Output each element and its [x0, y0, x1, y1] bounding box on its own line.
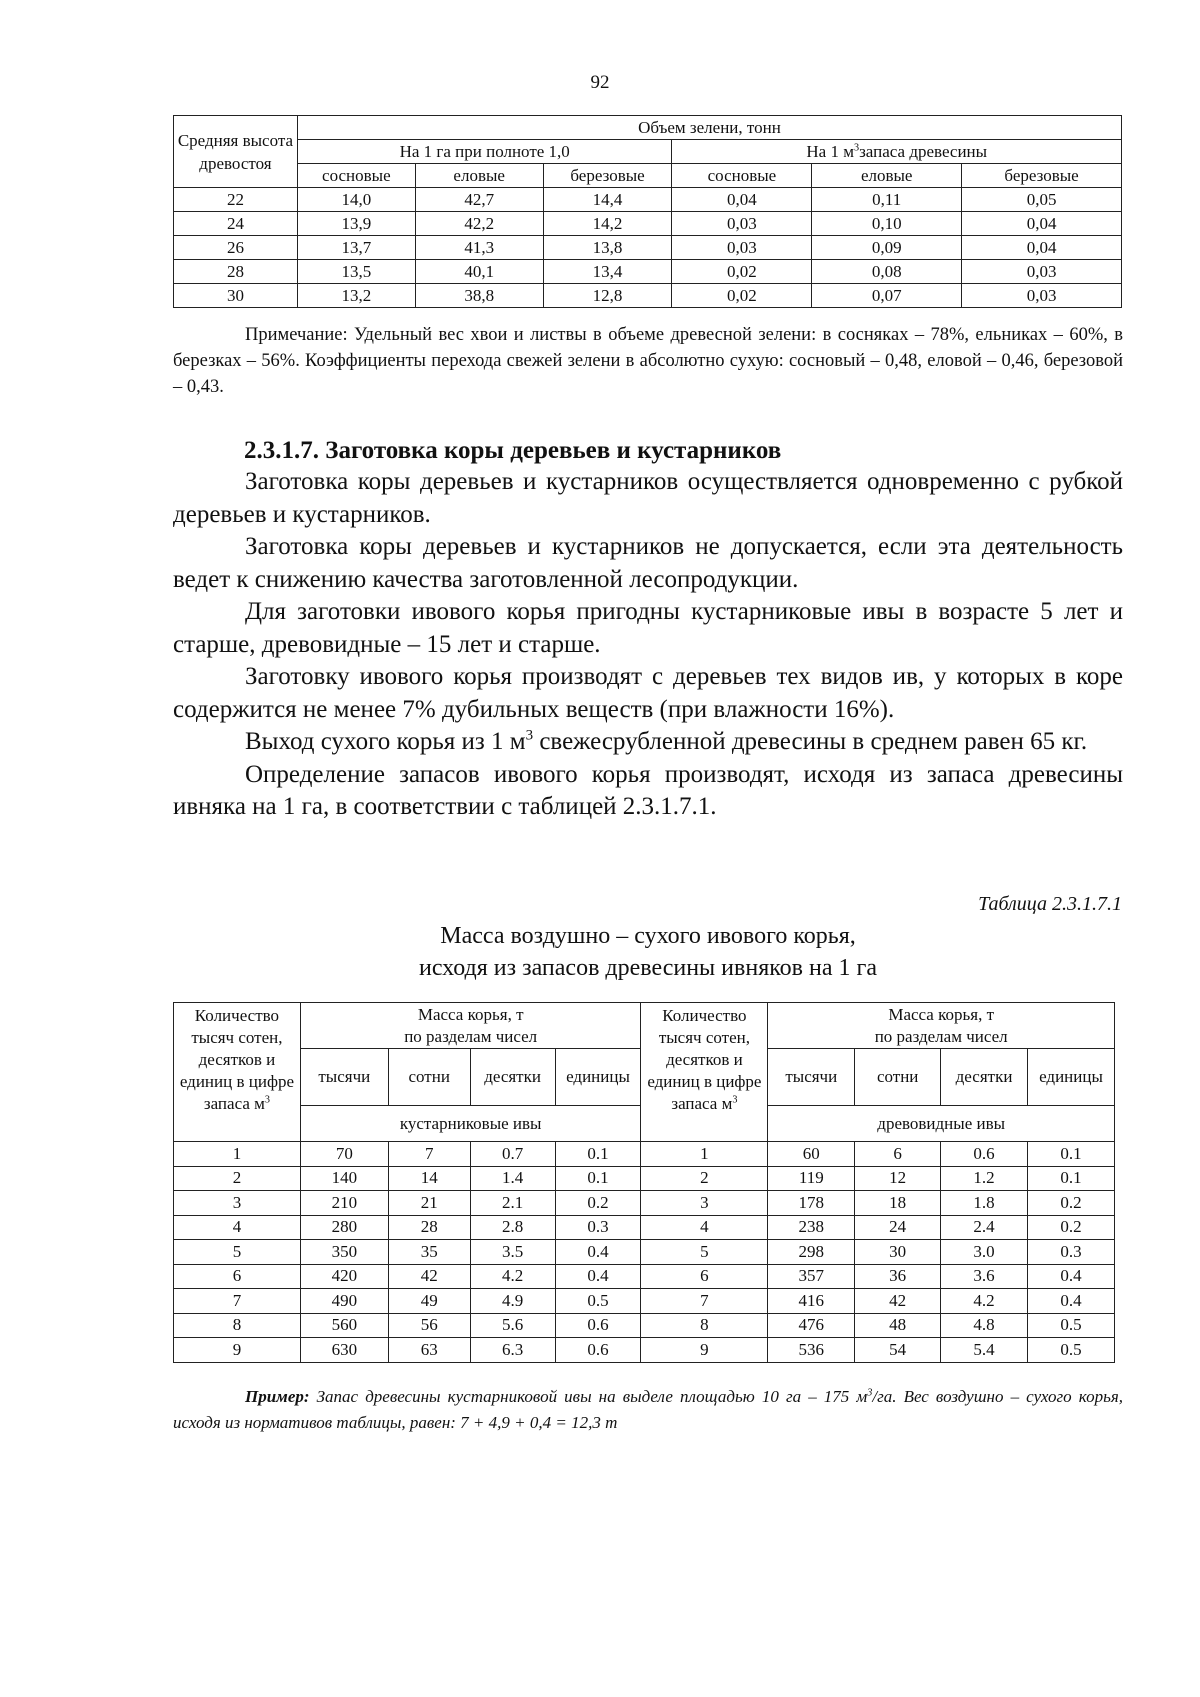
- table-cell: 6: [855, 1142, 941, 1167]
- table-cell: 210: [300, 1191, 388, 1216]
- table-cell: 63: [388, 1338, 470, 1363]
- table-cell: 12,8: [543, 284, 672, 308]
- table-cell: 12: [855, 1166, 941, 1191]
- table-cell: 4.2: [470, 1264, 555, 1289]
- table-cell: 630: [300, 1338, 388, 1363]
- t1-body: [174, 188, 1122, 308]
- table-cell: 9: [174, 1338, 301, 1363]
- table-cell: 49: [388, 1289, 470, 1314]
- table-cell: 21: [388, 1191, 470, 1216]
- table-cell: 7: [641, 1289, 768, 1314]
- t2-stub-header-right: Количество тысяч сотен, десятков и единиц в цифре запаса $м^3$: [641, 1003, 768, 1142]
- table-cell: 1: [641, 1142, 768, 1167]
- table-cell: 8: [174, 1313, 301, 1338]
- table-cell: 420: [300, 1264, 388, 1289]
- table-cell: 0.2: [555, 1191, 641, 1216]
- table-cell: 1.2: [941, 1166, 1028, 1191]
- table-cell: 0,05: [962, 188, 1122, 212]
- t1-subgroup-m3: На 1 $м^3запаса$ древесины: [672, 140, 1122, 164]
- table-row: [174, 260, 1122, 284]
- table-cell: 13,8: [543, 236, 672, 260]
- willow-bark-table: [173, 1002, 1115, 1363]
- table-cell: 1.4: [470, 1166, 555, 1191]
- table-cell: 4.2: [941, 1289, 1028, 1314]
- table-cell: 4.8: [941, 1313, 1028, 1338]
- table-cell: 0.2: [1028, 1191, 1115, 1216]
- table-row: [174, 1264, 1115, 1289]
- t2-col-tens: десятки: [470, 1049, 555, 1106]
- table-cell: 560: [300, 1313, 388, 1338]
- table-cell: 28: [174, 260, 298, 284]
- table-cell: 7: [174, 1289, 301, 1314]
- table-cell: 298: [768, 1240, 855, 1265]
- table-cell: 0,10: [812, 212, 962, 236]
- t1-subgroup-ha: На 1 га при полноте 1,0: [297, 140, 672, 164]
- table-cell: 56: [388, 1313, 470, 1338]
- paragraph-6: Определение запасов ивового корья производят, исходя из запаса древесины ивняка на 1 га, в соответствии с таблицей 2.3.1.7.1.: [173, 760, 1123, 820]
- table-cell: 490: [300, 1289, 388, 1314]
- table-cell: 0.4: [555, 1240, 641, 1265]
- table-row: [174, 284, 1122, 308]
- table-cell: 14,4: [543, 188, 672, 212]
- table-cell: 0.6: [941, 1142, 1028, 1167]
- table-cell: 0,08: [812, 260, 962, 284]
- table-cell: 42,7: [415, 188, 543, 212]
- table-cell: 0.4: [1028, 1289, 1115, 1314]
- example-note: Пример: Запас древесины кустарниковой ивы на выделе площадью 10 га – 175 $м^3/га$. Вес воздушно – сухого корья, исходя из нормативов таблицы, равен: 7 + 4,9 + 0,4 = 12,3 т: [173, 1387, 1123, 1432]
- table-cell: 0.1: [1028, 1142, 1115, 1167]
- t1-species-header: сосновые: [297, 164, 415, 188]
- table-cell: 357: [768, 1264, 855, 1289]
- t2-mass-header-left: Масса корья, т по разделам чисел: [300, 1003, 641, 1049]
- table-row: [174, 1240, 1115, 1265]
- paragraph-4: Заготовку ивового корья производят с деревьев тех видов ив, у которых в коре содержится не менее 7% дубильных веществ (при влажности 16%).: [173, 663, 1123, 723]
- table-cell: 0.4: [1028, 1264, 1115, 1289]
- table-cell: 0.6: [555, 1313, 641, 1338]
- table-cell: 416: [768, 1289, 855, 1314]
- table-cell: 13,5: [297, 260, 415, 284]
- table-cell: 70: [300, 1142, 388, 1167]
- t2-col-hundreds: сотни: [388, 1049, 470, 1106]
- table-cell: 0,03: [962, 284, 1122, 308]
- table-cell: 2: [174, 1166, 301, 1191]
- table-cell: 0.6: [555, 1338, 641, 1363]
- table-label: Таблица 2.3.1.7.1: [978, 893, 1122, 915]
- table-cell: 2: [641, 1166, 768, 1191]
- table-cell: 14: [388, 1166, 470, 1191]
- table-cell: 3.0: [941, 1240, 1028, 1265]
- table-row: [174, 1289, 1115, 1314]
- table-cell: 40,1: [415, 260, 543, 284]
- table-cell: 9: [641, 1338, 768, 1363]
- table-cell: 2.4: [941, 1215, 1028, 1240]
- body-text: [173, 466, 1123, 824]
- table-row: [174, 1142, 1115, 1167]
- table-cell: 6: [174, 1264, 301, 1289]
- table-cell: 0,04: [962, 236, 1122, 260]
- table-cell: 54: [855, 1338, 941, 1363]
- t2-body: [174, 1142, 1115, 1363]
- table-cell: 0,09: [812, 236, 962, 260]
- table-cell: 4: [641, 1215, 768, 1240]
- table-cell: 0.3: [1028, 1240, 1115, 1265]
- table-cell: 22: [174, 188, 298, 212]
- table-cell: 0,04: [962, 212, 1122, 236]
- table-cell: 35: [388, 1240, 470, 1265]
- t2-col-hundreds: сотни: [855, 1049, 941, 1106]
- table-cell: 3: [641, 1191, 768, 1216]
- table-cell: 3.5: [470, 1240, 555, 1265]
- t2-mass-header-right: Масса корья, т по разделам чисел: [768, 1003, 1115, 1049]
- t2-col-tens: десятки: [941, 1049, 1028, 1106]
- table-cell: 14,0: [297, 188, 415, 212]
- table-cell: 5.6: [470, 1313, 555, 1338]
- paragraph-5: Выход сухого корья из 1 $м^3$ свежесрубленной древесины в среднем равен 65 кг.: [245, 727, 1088, 755]
- t1-species-header: еловые: [415, 164, 543, 188]
- table-cell: 7: [388, 1142, 470, 1167]
- table-cell: 24: [855, 1215, 941, 1240]
- table-cell: 30: [174, 284, 298, 308]
- table-cell: 14,2: [543, 212, 672, 236]
- table-cell: 4.9: [470, 1289, 555, 1314]
- table-cell: 48: [855, 1313, 941, 1338]
- table-cell: 2.1: [470, 1191, 555, 1216]
- t1-species-header: еловые: [812, 164, 962, 188]
- t2-col-units: единицы: [1028, 1049, 1115, 1106]
- table-cell: 0,02: [672, 284, 812, 308]
- table-cell: 30: [855, 1240, 941, 1265]
- section-heading: 2.3.1.7. Заготовка коры деревьев и кустарников: [244, 437, 782, 464]
- t1-species-row: [174, 164, 1122, 188]
- table-cell: 0.5: [1028, 1313, 1115, 1338]
- table-cell: 36: [855, 1264, 941, 1289]
- table-cell: 42: [388, 1264, 470, 1289]
- table-cell: 1: [174, 1142, 301, 1167]
- table-cell: 238: [768, 1215, 855, 1240]
- table-cell: 119: [768, 1166, 855, 1191]
- table-cell: 8: [641, 1313, 768, 1338]
- table-row: [174, 1215, 1115, 1240]
- table-cell: 41,3: [415, 236, 543, 260]
- table-cell: 3.6: [941, 1264, 1028, 1289]
- table-cell: 42: [855, 1289, 941, 1314]
- table-cell: 24: [174, 212, 298, 236]
- t2-kind-tree: древовидные ивы: [768, 1106, 1115, 1142]
- table-cell: 178: [768, 1191, 855, 1216]
- table-cell: 0,04: [672, 188, 812, 212]
- table-cell: 42,2: [415, 212, 543, 236]
- paragraph-2: Заготовка коры деревьев и кустарников не допускается, если эта деятельность ведет к снижению качества заготовленной лесопродукции.: [173, 533, 1123, 593]
- t1-species-header: березовые: [962, 164, 1122, 188]
- table-cell: 0.5: [1028, 1338, 1115, 1363]
- table-row: [174, 1166, 1115, 1191]
- table-cell: 140: [300, 1166, 388, 1191]
- t2-col-units: единицы: [555, 1049, 641, 1106]
- table-cell: 5: [641, 1240, 768, 1265]
- table-cell: 0,03: [962, 260, 1122, 284]
- t1-stub-header: Средняя высота древостоя: [174, 116, 298, 188]
- table-cell: 26: [174, 236, 298, 260]
- t1-species-header: березовые: [543, 164, 672, 188]
- green-volume-table: [173, 115, 1122, 308]
- table-row: [174, 188, 1122, 212]
- table-row: [174, 236, 1122, 260]
- table-note: Примечание: Удельный вес хвои и листвы в объеме древесной зелени: в сосняках – 78%, ельниках – 60%, в березках – 56%. Коэффициенты перехода свежей зелени в абсолютно сухую: сосновый – 0,48, еловой – 0,46, березовой – 0,43.: [173, 325, 1123, 397]
- table-cell: 2.8: [470, 1215, 555, 1240]
- table-cell: 0.1: [555, 1166, 641, 1191]
- t2-col-thousands: тысячи: [768, 1049, 855, 1106]
- table-cell: 6: [641, 1264, 768, 1289]
- table-cell: 13,4: [543, 260, 672, 284]
- table-cell: 1.8: [941, 1191, 1028, 1216]
- table-cell: 0,07: [812, 284, 962, 308]
- table-row: [174, 1191, 1115, 1216]
- table-title: Масса воздушно – сухого ивового корья, исходя из запасов древесины ивняков на 1 га: [418, 923, 878, 981]
- table-row: [174, 212, 1122, 236]
- table-cell: 0,03: [672, 236, 812, 260]
- table-cell: 0.1: [555, 1142, 641, 1167]
- table-cell: 5.4: [941, 1338, 1028, 1363]
- paragraph-3: Для заготовки ивового корья пригодны кустарниковые ивы в возрасте 5 лет и старше, древовидные – 15 лет и старше.: [173, 598, 1123, 658]
- table-cell: 4: [174, 1215, 301, 1240]
- table-cell: 0.1: [1028, 1166, 1115, 1191]
- table-cell: 0.5: [555, 1289, 641, 1314]
- table-cell: 18: [855, 1191, 941, 1216]
- table-cell: 0,02: [672, 260, 812, 284]
- table-cell: 0.7: [470, 1142, 555, 1167]
- t2-kind-shrub: кустарниковые ивы: [300, 1106, 641, 1142]
- t1-species-header: сосновые: [672, 164, 812, 188]
- table-cell: 13,7: [297, 236, 415, 260]
- table-cell: 60: [768, 1142, 855, 1167]
- table-cell: 0.2: [1028, 1215, 1115, 1240]
- table-cell: 0,11: [812, 188, 962, 212]
- t1-group-header: Объем зелени, тонн: [297, 116, 1121, 140]
- table-cell: 5: [174, 1240, 301, 1265]
- table-cell: 3: [174, 1191, 301, 1216]
- t2-stub-header-left: Количество тысяч сотен, десятков и единиц в цифре запаса $м^3$: [174, 1003, 301, 1142]
- table-cell: 28: [388, 1215, 470, 1240]
- table-cell: 6.3: [470, 1338, 555, 1363]
- table-row: [174, 1338, 1115, 1363]
- t2-col-thousands: тысячи: [300, 1049, 388, 1106]
- table-cell: 350: [300, 1240, 388, 1265]
- table-cell: 38,8: [415, 284, 543, 308]
- paragraph-1: Заготовка коры деревьев и кустарников осуществляется одновременно с рубкой деревьев и кустарников.: [173, 468, 1123, 528]
- table-cell: 0.4: [555, 1264, 641, 1289]
- page-number: 92: [590, 72, 610, 93]
- table-cell: 0.3: [555, 1215, 641, 1240]
- table-row: [174, 1313, 1115, 1338]
- table-cell: 13,9: [297, 212, 415, 236]
- table-cell: 280: [300, 1215, 388, 1240]
- table-cell: 476: [768, 1313, 855, 1338]
- table-cell: 0,03: [672, 212, 812, 236]
- table-cell: 13,2: [297, 284, 415, 308]
- table-cell: 536: [768, 1338, 855, 1363]
